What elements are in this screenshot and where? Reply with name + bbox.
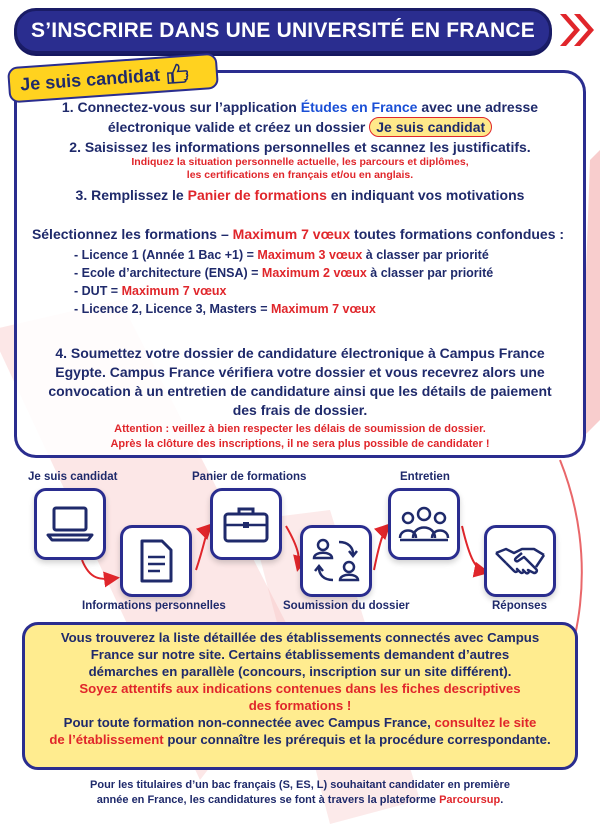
footer-note — [30, 778, 570, 808]
info-warning-1: Soyez attentifs aux indications contenues dans les fiches descriptives — [79, 681, 521, 696]
step-4-line-3: convocation à un entretien de candidature ainsi que les détails de paiement — [48, 383, 552, 399]
process-step-soumission — [300, 525, 372, 597]
choice-max: Maximum 7 vœux — [270, 302, 376, 316]
info-line-5 — [35, 731, 565, 748]
step-3 — [30, 186, 570, 204]
choice-label: - Licence 2, Licence 3, Masters = — [74, 302, 271, 316]
document-icon — [138, 539, 174, 583]
deadline-warning-2: Après la clôture des inscriptions, il ne sera plus possible de candidater ! — [110, 438, 490, 450]
info-line-4 — [35, 714, 565, 731]
step-2-note-2: les certifications en français et/ou en anglais. — [186, 169, 414, 181]
choice-max: Maximum 3 vœux — [257, 248, 363, 262]
info-warning-2: des formations ! — [248, 698, 352, 713]
info-line-2: France sur notre site. Certains établissements demandent d’autres — [90, 647, 510, 662]
choice-label: - Ecole d’architecture (ENSA) = — [74, 266, 262, 280]
briefcase-icon — [222, 504, 270, 544]
selection-heading-end: toutes formations confondues : — [350, 226, 565, 242]
step-3-text-end: en indiquant vos motivations — [326, 187, 525, 203]
page-title: S’INSCRIRE DANS UNE UNIVERSITÉ EN FRANCE — [14, 8, 552, 54]
footer-period: . — [500, 794, 504, 806]
step-2: 2. Saisissez les informations personnelles et scannez les justificatifs. — [69, 139, 531, 155]
step-1 — [30, 98, 570, 116]
step-1-line-2-text: électronique valide et créez un dossier — [107, 119, 366, 135]
deadline-warning-1: Attention : veillez à bien respecter les délais de soumission de dossier. — [114, 423, 486, 435]
etablissement-text: de l’établissement — [49, 732, 164, 747]
choice-item — [74, 264, 574, 282]
process-label-soumission: Soumission du dossier — [283, 600, 410, 612]
panier-de-formations-text: Panier de formations — [187, 187, 327, 203]
choice-label: - Licence 1 (Année 1 Bac +1) = — [74, 248, 258, 262]
info-line-4-text: Pour toute formation non-connectée avec Campus France, — [63, 715, 435, 730]
choice-suffix: à classer par priorité — [362, 248, 489, 262]
thumbs-up-icon — [165, 62, 190, 86]
process-step-reponses — [484, 525, 556, 597]
step-2-note-1: Indiquez la situation personnelle actuelle, les parcours et diplômes, — [131, 156, 469, 168]
choice-max: Maximum 7 vœux — [121, 284, 227, 298]
choice-max: Maximum 2 vœux — [261, 266, 367, 280]
step-4-line-4: des frais de dossier. — [232, 402, 368, 418]
selection-heading-text: Sélectionnez les formations – — [31, 226, 233, 242]
process-step-informations — [120, 525, 192, 597]
footer-line-2 — [30, 793, 570, 808]
laptop-icon — [46, 505, 94, 543]
process-label-entretien: Entretien — [400, 471, 450, 483]
process-label-candidat: Je suis candidat — [28, 471, 118, 483]
choice-item — [74, 246, 574, 264]
selection-max: Maximum 7 vœux — [232, 226, 351, 242]
choice-suffix: à classer par priorité — [366, 266, 494, 280]
info-line-1: Vous trouverez la liste détaillée des établissements connectés avec Campus — [60, 630, 540, 645]
process-step-candidat — [34, 488, 106, 560]
info-line-3: démarches en parallèle (concours, inscription sur un site différent). — [88, 664, 512, 679]
choice-item — [74, 282, 574, 300]
step-3-text: 3. Remplissez le — [75, 187, 188, 203]
process-label-panier: Panier de formations — [192, 471, 307, 483]
step-1-text-end: avec une adresse — [417, 99, 539, 115]
process-label-informations: Informations personnelles — [82, 600, 226, 612]
step-4-line-1: 4. Soumettez votre dossier de candidature électronique à Campus France — [55, 345, 545, 361]
choice-label: - DUT = — [74, 284, 122, 298]
group-icon — [398, 504, 450, 544]
etudes-en-france-link[interactable]: Études en France — [300, 99, 418, 115]
step-4 — [24, 344, 576, 420]
process-step-panier — [210, 488, 282, 560]
double-chevron-icon — [556, 10, 596, 50]
footer-line-2-text: année en France, les candidatures se font à travers la plateforme — [96, 794, 440, 806]
je-suis-candidat-pill: Je suis candidat — [369, 117, 492, 137]
candidate-tag-label: Je suis candidat — [19, 64, 161, 94]
process-label-reponses: Réponses — [492, 600, 547, 612]
choice-item — [74, 300, 574, 318]
handshake-icon — [494, 543, 546, 579]
choices-list — [74, 246, 574, 318]
info-box — [22, 622, 578, 770]
step-4-line-2: Egypte. Campus France vérifiera votre dossier et vous recevrez alors une — [55, 364, 545, 380]
footer-line-1: Pour les titulaires d’un bac français (S, ES, L) souhaitant candidater en première — [90, 779, 510, 791]
step-1-line-2 — [30, 117, 570, 137]
consult-site-text: consultez le site — [434, 715, 537, 730]
step-1-text: 1. Connectez-vous sur l’application — [61, 99, 301, 115]
selection-heading — [18, 226, 578, 242]
exchange-users-icon — [311, 536, 361, 586]
info-line-5-text: pour connaître les prérequis et la procédure correspondante. — [163, 732, 551, 747]
parcoursup-link[interactable]: Parcoursup — [439, 794, 501, 806]
process-step-entretien — [388, 488, 460, 560]
